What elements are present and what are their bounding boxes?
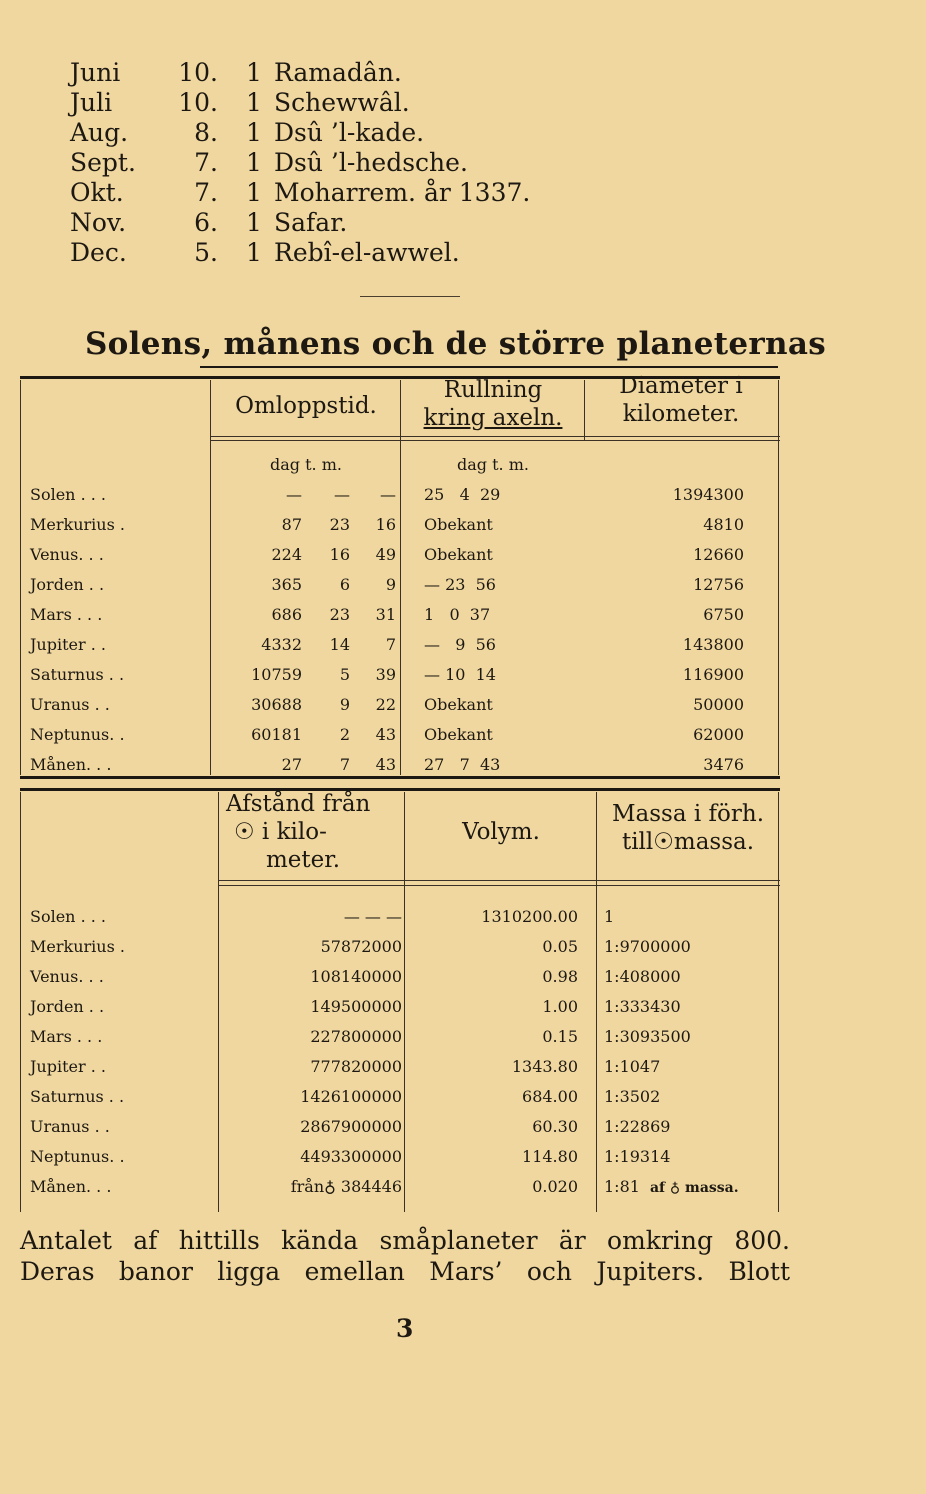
mass-ratio-note: af ♁ massa. xyxy=(649,1180,739,1196)
units-label: dag t. m. xyxy=(457,455,529,474)
rotation-value: Obekant xyxy=(424,695,493,714)
column-header-mass xyxy=(598,800,778,856)
period-minutes: 9 xyxy=(385,575,396,594)
period-minutes: 31 xyxy=(375,605,396,624)
day-number: 6. xyxy=(194,208,218,237)
footer-line: Antalet af hittills kända småplaneter är omkring 800. xyxy=(20,1226,790,1255)
list-item xyxy=(70,88,590,118)
mass-ratio xyxy=(604,902,776,932)
period-minutes: — xyxy=(380,485,396,504)
distance-value: 2867900000 xyxy=(300,1117,402,1136)
mass-ratio xyxy=(604,932,776,962)
table-border xyxy=(778,792,779,1212)
islamic-month: Rebî-el-awwel. xyxy=(274,238,460,267)
islamic-month: Dsû ’l-hedsche. xyxy=(274,148,468,177)
distance-value: 1426100000 xyxy=(300,1087,402,1106)
header-line: kring axeln. xyxy=(423,405,563,431)
period-days: 27 xyxy=(281,755,302,774)
volume-value: 0.98 xyxy=(542,967,578,986)
mass-ratio xyxy=(604,1172,776,1202)
distance-value: 4493300000 xyxy=(300,1147,402,1166)
period-minutes: 49 xyxy=(375,545,396,564)
planet-name: Saturnus . . xyxy=(30,665,125,684)
period-minutes: 16 xyxy=(375,515,396,534)
distance-value: från♁ 384446 xyxy=(290,1177,402,1196)
list-item xyxy=(70,58,590,88)
column-divider xyxy=(218,792,219,1212)
islamic-month: Moharrem. år 1337. xyxy=(274,178,531,207)
list-item xyxy=(70,148,590,178)
rotation-value: — 10 14 xyxy=(424,665,496,684)
month-label: Juli xyxy=(70,88,113,117)
month-label: Dec. xyxy=(70,238,127,267)
mass-ratio xyxy=(604,962,776,992)
first-day: 1 xyxy=(246,178,262,207)
distance-value: 108140000 xyxy=(310,967,402,986)
period-minutes: 43 xyxy=(375,755,396,774)
period-hours: 2 xyxy=(339,725,350,744)
planet-name: Neptunus. . xyxy=(30,1147,125,1166)
rotation-value: 27 7 43 xyxy=(424,755,501,774)
period-hours: 23 xyxy=(329,605,350,624)
mass-ratio-value: 1 xyxy=(604,907,615,926)
volume-value: 0.05 xyxy=(542,937,578,956)
day-number: 10. xyxy=(178,58,218,87)
first-day: 1 xyxy=(246,118,262,147)
footer-line: Deras banor ligga emellan Mars’ och Jupiters. Blott xyxy=(20,1257,790,1286)
islamic-month: Schewwâl. xyxy=(274,88,410,117)
period-days: 686 xyxy=(271,605,302,624)
volume-value: 1343.80 xyxy=(511,1057,578,1076)
period-days: 60181 xyxy=(251,725,302,744)
diameter-value: 62000 xyxy=(693,725,744,744)
column-divider xyxy=(404,792,405,1212)
planet-name: Jupiter . . xyxy=(30,1057,106,1076)
list-item xyxy=(70,208,590,238)
period-days: 87 xyxy=(281,515,302,534)
day-number: 7. xyxy=(194,178,218,207)
planet-name: Venus. . . xyxy=(30,545,104,564)
month-label: Okt. xyxy=(70,178,124,207)
month-list xyxy=(70,58,590,268)
period-hours: 14 xyxy=(329,635,350,654)
header-line: Afstånd från xyxy=(226,791,371,817)
diameter-value: 4810 xyxy=(703,515,744,534)
period-days: 30688 xyxy=(251,695,302,714)
planet-name: Solen . . . xyxy=(30,907,106,926)
day-number: 10. xyxy=(178,88,218,117)
month-label: Nov. xyxy=(70,208,127,237)
diameter-value: 3476 xyxy=(703,755,744,774)
planet-name: Uranus . . xyxy=(30,1117,110,1136)
distance-value: 777820000 xyxy=(310,1057,402,1076)
rotation-value: Obekant xyxy=(424,515,493,534)
header-line: Diameter i xyxy=(619,373,743,399)
diameter-value: 50000 xyxy=(693,695,744,714)
planet-name: Mars . . . xyxy=(30,1027,103,1046)
rotation-value: — 23 56 xyxy=(424,575,496,594)
mass-ratio xyxy=(604,1082,776,1112)
header-line: Massa i förh. xyxy=(611,801,765,827)
page-number: 3 xyxy=(396,1314,414,1343)
mass-ratio xyxy=(604,1022,776,1052)
column-header-rotation xyxy=(402,376,584,432)
planet-name: Jupiter . . xyxy=(30,635,106,654)
planet-name: Saturnus . . xyxy=(30,1087,125,1106)
rotation-value: Obekant xyxy=(424,545,493,564)
mass-ratio xyxy=(604,992,776,1022)
diameter-value: 143800 xyxy=(682,635,744,654)
mass-ratio-value: 1:81 xyxy=(604,1177,640,1196)
header-rule xyxy=(218,880,780,881)
volume-value: 0.020 xyxy=(532,1177,578,1196)
planet-name: Uranus . . xyxy=(30,695,110,714)
rotation-value: 1 0 37 xyxy=(424,605,491,624)
section-divider xyxy=(360,296,460,297)
period-days: — xyxy=(286,485,302,504)
header-line: Rullning xyxy=(443,377,543,403)
mass-ratio-value: 1:333430 xyxy=(604,997,681,1016)
distance-value: 57872000 xyxy=(320,937,402,956)
islamic-month: Dsû ’l-kade. xyxy=(274,118,425,147)
day-number: 8. xyxy=(194,118,218,147)
planet-name: Merkurius . xyxy=(30,937,125,956)
period-hours: 23 xyxy=(329,515,350,534)
column-header-diameter xyxy=(586,372,776,428)
volume-value: 0.15 xyxy=(542,1027,578,1046)
units-label: dag t. m. xyxy=(270,455,342,474)
planet-name: Neptunus. . xyxy=(30,725,125,744)
month-label: Aug. xyxy=(70,118,129,147)
distance-value: 227800000 xyxy=(310,1027,402,1046)
diameter-value: 6750 xyxy=(703,605,744,624)
volume-value: 114.80 xyxy=(522,1147,578,1166)
table-border xyxy=(20,380,21,775)
mass-ratio-value: 1:9700000 xyxy=(604,937,691,956)
header-rule xyxy=(218,885,780,886)
footer-text xyxy=(20,1225,790,1287)
column-header-volume: Volym. xyxy=(462,819,540,845)
volume-value: 1310200.00 xyxy=(481,907,578,926)
header-line: kilometer. xyxy=(622,401,740,427)
volume-value: 684.00 xyxy=(522,1087,578,1106)
diameter-value: 1394300 xyxy=(672,485,744,504)
list-item xyxy=(70,178,590,208)
planet-name: Mars . . . xyxy=(30,605,103,624)
header-line: till☉massa. xyxy=(621,829,755,855)
mass-ratio-value: 1:408000 xyxy=(604,967,681,986)
period-hours: 9 xyxy=(339,695,350,714)
planet-name: Venus. . . xyxy=(30,967,104,986)
column-header-period: Omloppstid. xyxy=(235,393,377,419)
period-days: 365 xyxy=(271,575,302,594)
list-item xyxy=(70,118,590,148)
planet-name: Jorden . . xyxy=(30,997,105,1016)
header-line: ☉ i kilo- xyxy=(234,819,327,845)
planet-name: Jorden . . xyxy=(30,575,105,594)
column-header-distance xyxy=(220,790,404,874)
distance-value: 149500000 xyxy=(310,997,402,1016)
period-hours: 6 xyxy=(339,575,350,594)
islamic-month: Safar. xyxy=(274,208,348,237)
period-minutes: 43 xyxy=(375,725,396,744)
header-rule xyxy=(210,436,780,437)
mass-ratio-value: 1:19314 xyxy=(604,1147,671,1166)
diameter-value: 12660 xyxy=(693,545,744,564)
mass-ratio xyxy=(604,1112,776,1142)
volume-value: 1.00 xyxy=(542,997,578,1016)
rotation-value: Obekant xyxy=(424,725,493,744)
planet-name: Månen. . . xyxy=(30,1177,112,1196)
period-days: 4332 xyxy=(261,635,302,654)
column-divider xyxy=(596,792,597,1212)
diameter-value: 12756 xyxy=(693,575,744,594)
day-number: 7. xyxy=(194,148,218,177)
header-rule xyxy=(210,440,780,441)
page-title: Solens, månens och de större planeternas xyxy=(85,326,827,362)
period-hours: — xyxy=(334,485,350,504)
period-hours: 5 xyxy=(339,665,350,684)
first-day: 1 xyxy=(246,238,262,267)
mass-ratio xyxy=(604,1052,776,1082)
column-divider xyxy=(584,380,585,440)
period-hours: 16 xyxy=(329,545,350,564)
diameter-value: 116900 xyxy=(682,665,744,684)
period-minutes: 7 xyxy=(385,635,396,654)
rotation-value: 25 4 29 xyxy=(424,485,501,504)
table-bottom-rule xyxy=(20,776,780,779)
mass-ratio-value: 1:22869 xyxy=(604,1117,671,1136)
mass-ratio-value: 1:3093500 xyxy=(604,1027,691,1046)
planet-name: Solen . . . xyxy=(30,485,106,504)
header-line: meter. xyxy=(266,847,341,873)
mass-ratio xyxy=(604,1142,776,1172)
mass-ratio-value: 1:3502 xyxy=(604,1087,661,1106)
distance-value: — — — xyxy=(343,907,402,926)
islamic-month: Ramadân. xyxy=(274,58,402,87)
first-day: 1 xyxy=(246,148,262,177)
period-days: 224 xyxy=(271,545,302,564)
period-hours: 7 xyxy=(339,755,350,774)
first-day: 1 xyxy=(246,208,262,237)
period-days: 10759 xyxy=(251,665,302,684)
list-item xyxy=(70,238,590,268)
first-day: 1 xyxy=(246,88,262,117)
table-border xyxy=(20,792,21,1212)
planet-name: Merkurius . xyxy=(30,515,125,534)
month-label: Juni xyxy=(70,58,121,87)
planet-name: Månen. . . xyxy=(30,755,112,774)
month-label: Sept. xyxy=(70,148,136,177)
rotation-value: — 9 56 xyxy=(424,635,496,654)
period-minutes: 22 xyxy=(375,695,396,714)
mass-ratio-value: 1:1047 xyxy=(604,1057,661,1076)
title-underline xyxy=(200,366,778,368)
period-minutes: 39 xyxy=(375,665,396,684)
volume-value: 60.30 xyxy=(532,1117,578,1136)
day-number: 5. xyxy=(194,238,218,267)
first-day: 1 xyxy=(246,58,262,87)
